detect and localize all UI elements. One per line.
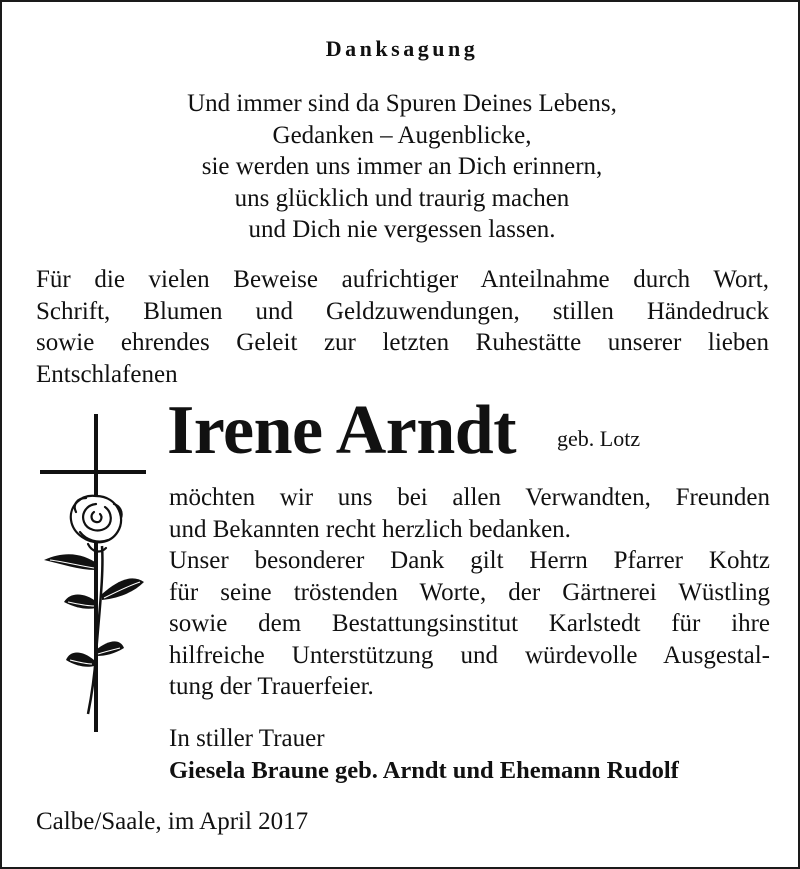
deceased-name: Irene Arndt — [167, 392, 517, 469]
notice-heading: Danksagung — [325, 36, 479, 61]
intro-line: sowie ehrendes Geleit zur letzten Ruhestätte unserer lieben — [36, 329, 769, 356]
thanks-line: hilfreiche Unterstützung und würdevolle Ausgestal- — [169, 641, 770, 669]
cross-with-rose-icon — [36, 414, 151, 739]
thanks-line: Unser besonderer Dank gilt Herrn Pfarrer Kohtz — [169, 547, 770, 574]
birth-name: geb. Lotz — [557, 426, 641, 451]
intro-line: Für die vielen Beweise aufrichtiger Anteilnahme durch Wort, — [36, 266, 769, 293]
place-and-date: Calbe/Saale, im April 2017 — [36, 808, 309, 835]
poem-line: sie werden uns immer an Dich erinnern, — [201, 153, 603, 180]
mourning-line: In stiller Trauer — [169, 725, 325, 752]
poem-line: uns glücklich und traurig machen — [234, 184, 570, 212]
memorial-poem — [2, 88, 800, 246]
thanks-line: möchten wir uns bei allen Verwandten, Freunden — [169, 484, 770, 511]
family-signature: Giesela Braune geb. Arndt und Ehemann Rudolf — [169, 757, 679, 784]
thanks-line: für seine tröstenden Worte, der Gärtnerei Wüstling — [169, 578, 770, 606]
thanks-paragraph — [169, 482, 770, 703]
intro-paragraph — [36, 264, 769, 390]
poem-line: Gedanken – Augenblicke, — [272, 121, 532, 149]
intro-line: Schrift, Blumen und Geldzuwendungen, stillen Händedruck — [36, 297, 769, 325]
poem-line: und Dich nie vergessen lassen. — [248, 216, 556, 243]
thanks-line: tung der Trauerfeier. — [169, 673, 374, 700]
thanks-line: sowie dem Bestattungsinstitut Karlstedt für ihre — [169, 610, 770, 637]
poem-line: Und immer sind da Spuren Deines Lebens, — [187, 90, 617, 117]
thanks-line: und Bekannten recht herzlich bedanken. — [169, 515, 571, 543]
intro-line: Entschlafenen — [36, 360, 178, 388]
